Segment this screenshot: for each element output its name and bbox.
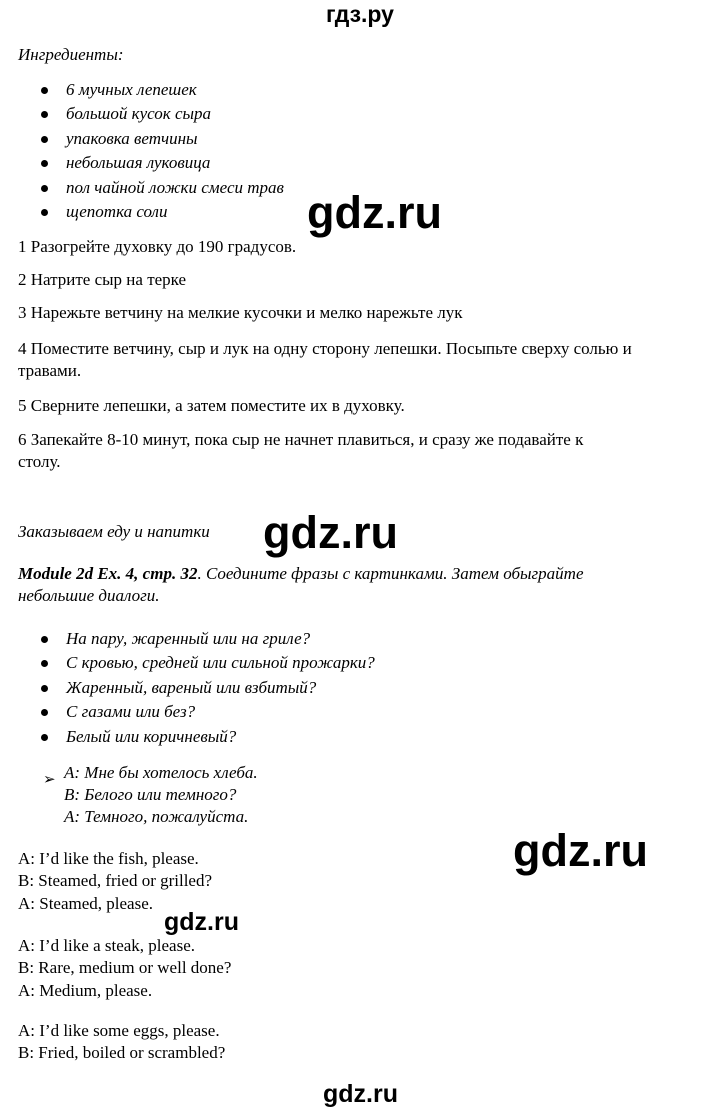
dialogue-line: A: I’d like a steak, please.	[18, 936, 196, 955]
recipe-step: 5 Сверните лепешки, а затем поместите их в духовку.	[18, 396, 405, 415]
list-item: небольшая луковица	[66, 151, 284, 175]
dialogue-eggs	[18, 1020, 225, 1065]
dialogue-steak	[18, 935, 231, 1002]
list-item: пол чайной ложки смеси трав	[66, 176, 284, 200]
task-reference: Module 2d Ex. 4, стр. 32	[18, 564, 198, 583]
dialogue-line: B: Rare, medium or well done?	[18, 958, 232, 978]
task-text-continued: небольшие диалоги.	[18, 586, 160, 605]
ingredients-heading: Ингредиенты:	[18, 45, 124, 64]
questions-list	[66, 627, 375, 749]
recipe-step: 2 Натрите сыр на терке	[18, 270, 187, 289]
dialogue-line: B: Steamed, fried or grilled?	[18, 871, 213, 891]
list-item: щепотка соли	[66, 200, 284, 224]
dialogue-line: A: I’d like some eggs, please.	[18, 1021, 220, 1040]
list-item: 6 мучных лепешек	[66, 78, 284, 102]
list-item: упаковка ветчины	[66, 127, 284, 151]
dialogue-line: B: Fried, boiled or scrambled?	[18, 1043, 226, 1063]
dialogue-fish	[18, 848, 212, 915]
recipe-step-continued: столу.	[18, 452, 61, 471]
watermark: gdz.ru	[164, 908, 239, 936]
list-item: Белый или коричневый?	[66, 725, 375, 749]
example-line: А: Мне бы хотелось хлеба.	[64, 763, 258, 782]
list-item: Жаренный, вареный или взбитый?	[66, 676, 375, 700]
section-heading: Заказываем еду и напитки	[18, 522, 210, 541]
recipe-step: 6 Запекайте 8-10 минут, пока сыр не начнет плавиться, и сразу же подавайте к	[18, 430, 584, 449]
task-instruction	[18, 563, 584, 585]
list-item: С кровью, средней или сильной прожарки?	[66, 651, 375, 675]
list-item: большой кусок сыра	[66, 102, 284, 126]
site-title: гдз.ру	[326, 1, 394, 27]
task-text: . Соедините фразы с картинками. Затем обыграйте	[197, 564, 584, 583]
watermark: gdz.ru	[263, 507, 398, 558]
example-line: В: Белого или темного?	[64, 785, 237, 804]
recipe-step-continued: травами.	[18, 361, 82, 380]
dialogue-line: A: I’d like the fish, please.	[18, 849, 199, 868]
list-item: На пару, жаренный или на гриле?	[66, 627, 375, 651]
watermark: gdz.ru	[323, 1080, 398, 1108]
recipe-step: 1 Разогрейте духовку до 190 градусов.	[18, 237, 297, 256]
arrow-bullet-icon: ➢	[43, 772, 56, 788]
ingredients-list	[66, 78, 284, 224]
list-item: С газами или без?	[66, 700, 375, 724]
recipe-step: 3 Нарежьте ветчину на мелкие кусочки и мелко нарежьте лук	[18, 303, 463, 322]
recipe-step: 4 Поместите ветчину, сыр и лук на одну сторону лепешки. Посыпьте сверху солью и	[18, 339, 632, 358]
watermark: gdz.ru	[307, 187, 442, 238]
dialogue-line: A: Medium, please.	[18, 980, 153, 1000]
dialogue-line: A: Steamed, please.	[18, 893, 154, 913]
watermark: gdz.ru	[513, 825, 648, 876]
example-line: А: Темного, пожалуйста.	[64, 807, 249, 826]
